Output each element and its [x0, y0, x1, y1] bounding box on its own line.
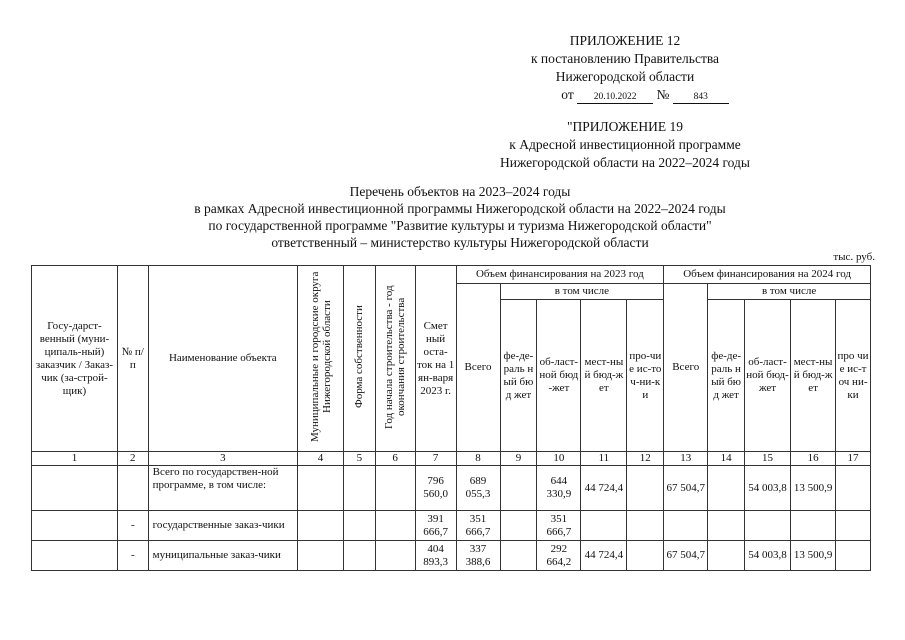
- appendix-12-line3: Нижегородской области: [555, 69, 695, 84]
- header-ownership-cell: [344, 266, 376, 452]
- row-local-2023: 44 724,4: [581, 466, 627, 511]
- header-fin-2023: Объем финансирования на 2023 год: [456, 266, 664, 284]
- title-line-4: ответственный – министерство культуры Нижегородской области: [271, 235, 649, 250]
- header-years-cell: [375, 266, 415, 452]
- header-other-2024: про чие ис-точ ни-ки: [836, 300, 871, 452]
- column-number: 2: [117, 452, 148, 466]
- column-number: 12: [627, 452, 664, 466]
- row-municipal: [298, 511, 344, 541]
- row-estimate: 796 560,0: [415, 466, 456, 511]
- row-other-2023: [627, 466, 664, 511]
- row-regional-2024: [745, 511, 791, 541]
- appendix-12-line2: к постановлению Правительства: [530, 51, 720, 66]
- title-line-3: по государственной программе "Развитие культуры и туризма Нижегородской области": [208, 218, 712, 233]
- appendix-12-date-line: [440, 86, 810, 104]
- row-other-2024: [836, 511, 871, 541]
- row-total-2023: 689 055,3: [456, 466, 500, 511]
- row-local-2024: 13 500,9: [791, 466, 836, 511]
- column-number: 7: [415, 452, 456, 466]
- row-federal-2023: [500, 541, 537, 571]
- header-local-2023: мест-ный бюд-жет: [581, 300, 627, 452]
- row-federal-2024: [708, 466, 745, 511]
- row-customer: [32, 466, 118, 511]
- document-title: [90, 183, 830, 251]
- row-total-2024: 67 504,7: [664, 541, 708, 571]
- row-other-2023: [627, 541, 664, 571]
- column-number: 5: [344, 452, 376, 466]
- row-other-2024: [836, 466, 871, 511]
- title-line-2: в рамках Адресной инвестиционной программы Нижегородской области на 2022–2024 годы: [194, 201, 726, 216]
- decree-date: 20.10.2022: [577, 91, 653, 104]
- header-other-2023: про-чие ис-точ-ни-ки: [627, 300, 664, 452]
- header-total-2023: Всего: [456, 284, 500, 452]
- row-municipal: [298, 466, 344, 511]
- column-number: 8: [456, 452, 500, 466]
- table-row: [32, 511, 871, 541]
- column-number: 11: [581, 452, 627, 466]
- row-local-2024: [791, 511, 836, 541]
- header-municipal: Муниципальные и городские округа Нижегородской области: [308, 271, 333, 442]
- row-regional-2024: 54 003,8: [745, 466, 791, 511]
- table-row: [32, 466, 871, 511]
- row-estimate: 391 666,7: [415, 511, 456, 541]
- header-object-name: Наименование объекта: [148, 266, 297, 452]
- units-label: тыс. руб.: [833, 251, 875, 263]
- row-object-name: муниципальные заказ-чики: [148, 541, 297, 571]
- header-municipal-cell: [298, 266, 344, 452]
- column-number: 13: [664, 452, 708, 466]
- column-numbers-row: [32, 452, 871, 466]
- row-ownership: [344, 511, 376, 541]
- row-municipal: [298, 541, 344, 571]
- header-federal-2023: фе-де-раль ный бюд жет: [500, 300, 537, 452]
- row-other-2023: [627, 511, 664, 541]
- header-customer: Госу-дарст-венный (муни-ципаль-ный) заказчик / Заказ-чик (за-строй-щик): [32, 266, 118, 452]
- row-local-2024: 13 500,9: [791, 541, 836, 571]
- number-label: №: [656, 87, 670, 102]
- row-regional-2023: 644 330,9: [537, 466, 581, 511]
- row-ownership: [344, 541, 376, 571]
- row-regional-2023: 351 666,7: [537, 511, 581, 541]
- row-estimate: 404 893,3: [415, 541, 456, 571]
- header-incl-2023: в том числе: [500, 284, 664, 300]
- column-number: 6: [375, 452, 415, 466]
- column-number: 9: [500, 452, 537, 466]
- column-number: 3: [148, 452, 297, 466]
- header-total-2024: Всего: [664, 284, 708, 452]
- column-number: 17: [836, 452, 871, 466]
- row-regional-2023: 292 664,2: [537, 541, 581, 571]
- header-number: № п/п: [117, 266, 148, 452]
- row-ownership: [344, 466, 376, 511]
- row-regional-2024: 54 003,8: [745, 541, 791, 571]
- row-object-name: Всего по государствен-ной программе, в том числе:: [148, 466, 297, 511]
- header-incl-2024: в том числе: [708, 284, 871, 300]
- header-regional-2024: об-ласт-ной бюд-жет: [745, 300, 791, 452]
- row-federal-2024: [708, 541, 745, 571]
- header-estimate: Смет ный оста-ток на 1 ян-варя 2023 г.: [415, 266, 456, 452]
- row-customer: [32, 541, 118, 571]
- table-row: [32, 541, 871, 571]
- row-number: -: [117, 541, 148, 571]
- appendix-12-title: ПРИЛОЖЕНИЕ 12: [569, 33, 681, 48]
- column-number: 16: [791, 452, 836, 466]
- row-other-2024: [836, 541, 871, 571]
- row-number: [117, 466, 148, 511]
- row-customer: [32, 511, 118, 541]
- row-total-2023: 351 666,7: [456, 511, 500, 541]
- column-number: 14: [708, 452, 745, 466]
- column-number: 1: [32, 452, 118, 466]
- row-total-2023: 337 388,6: [456, 541, 500, 571]
- header-years: Год начала строительства - год окончания строительства: [383, 284, 408, 429]
- row-years: [375, 541, 415, 571]
- row-total-2024: 67 504,7: [664, 466, 708, 511]
- column-number: 10: [537, 452, 581, 466]
- appendix-19-title: "ПРИЛОЖЕНИЕ 19: [566, 119, 684, 134]
- decree-number: 843: [673, 91, 729, 104]
- header-regional-2023: об-ласт-ной бюд-жет: [537, 300, 581, 452]
- header-local-2024: мест-ный бюд-жет: [791, 300, 836, 452]
- title-line-1: Перечень объектов на 2023–2024 годы: [349, 184, 571, 199]
- row-local-2023: [581, 511, 627, 541]
- row-total-2024: [664, 511, 708, 541]
- objects-table: [31, 265, 871, 571]
- row-object-name: государственные заказ-чики: [148, 511, 297, 541]
- row-local-2023: 44 724,4: [581, 541, 627, 571]
- row-years: [375, 511, 415, 541]
- column-number: 15: [745, 452, 791, 466]
- appendix-19-header: [440, 118, 810, 172]
- row-federal-2023: [500, 466, 537, 511]
- column-number: 4: [298, 452, 344, 466]
- row-federal-2024: [708, 511, 745, 541]
- row-federal-2023: [500, 511, 537, 541]
- header-ownership: Форма собственности: [353, 305, 366, 408]
- row-number: -: [117, 511, 148, 541]
- from-label: от: [561, 87, 574, 102]
- header-fin-2024: Объем финансирования на 2024 год: [664, 266, 871, 284]
- row-years: [375, 466, 415, 511]
- appendix-19-line3: Нижегородской области на 2022–2024 годы: [500, 155, 750, 170]
- appendix-19-line2: к Адресной инвестиционной программе: [509, 137, 741, 152]
- appendix-12-header: [440, 32, 810, 104]
- header-federal-2024: фе-де-раль ный бюд жет: [708, 300, 745, 452]
